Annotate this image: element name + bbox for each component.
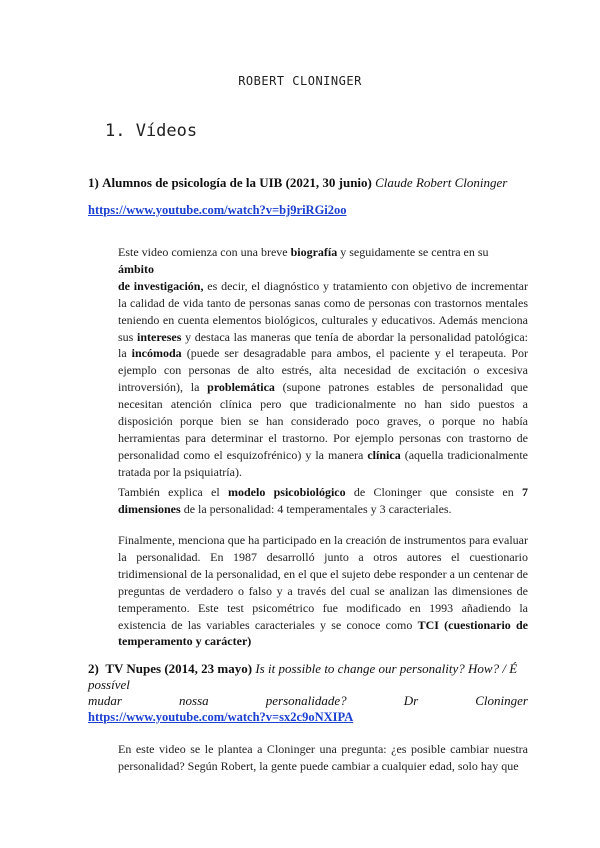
text: En este video se le plantea a Cloninger una pregunta: ¿es posible cambiar nuestra personalidad? Según Robert, la gente puede cambiar a cualquier edad, solo hay que [118, 742, 528, 773]
bold-text: intereses [136, 329, 182, 344]
text: y seguidamente se centra en su [337, 245, 489, 259]
bold-text: ámbito [118, 261, 154, 276]
text: mudar [88, 693, 122, 708]
text: (puede ser desagradable para ambos, el paciente y el terapeuta. Por ejemplo con personas de alto estrés, alta necesidad de excitación o excesiva introversión), la [118, 346, 528, 395]
video-1-subject: Claude Robert Cloninger [375, 175, 508, 190]
video-2-question: Is it possible to change our personality? How? / É possível [88, 661, 518, 692]
bold-text: de investigación, [118, 278, 204, 293]
bold-text: clínica [367, 447, 401, 462]
video-1-number: 1) [88, 175, 99, 190]
text: de la personalidad: 4 temperamentales y 3 caracteriales. [180, 501, 452, 516]
bold-text: problemática [207, 380, 275, 395]
text: Este video comienza con una breve [118, 245, 291, 259]
video-2-question-continued [88, 693, 528, 709]
video-2-number: 2) [88, 661, 99, 676]
bold-text: biografía [290, 245, 338, 259]
paragraph-3 [118, 532, 528, 650]
document-title: ROBERT CLONINGER [238, 74, 362, 88]
text: de Cloninger que consiste en [345, 485, 522, 499]
video-1-heading [88, 175, 528, 191]
video-1-link-row [88, 202, 528, 218]
text: es decir, el diagnóstico y tratamiento con objetivo de incrementar la calidad de vida tanto de personas sanas como de personas con trastornos mentales teniendo en cuenta elementos biológicos, culturales y educativos. Además menciona sus [118, 278, 529, 344]
text: (supone patrones estables de personalidad que necesitan atención clínica pero que tradicionalmente no han sido puestos a disposición porque bien se han considerado poco graves, o porque no había herramientas para determinar el trastorno. Por ejemplo personas con trastorno de personalidad como el esquizofrénico) y la manera [118, 380, 528, 462]
paragraph-1 [118, 244, 528, 481]
video-2-source: TV Nupes (2014, 23 mayo) [105, 661, 253, 676]
text: También explica el [118, 485, 228, 499]
bold-text: modelo psicobiológico [228, 485, 346, 499]
video-2-link[interactable]: https://www.youtube.com/watch?v=sx2c9oNXIPA [88, 710, 354, 724]
text: personalidade? [265, 693, 347, 708]
bold-text: 7 dimensiones [118, 485, 528, 516]
video-1-link[interactable]: https://www.youtube.com/watch?v=bj9riRGi2oo [88, 203, 347, 217]
paragraph-4 [118, 741, 528, 775]
text: Cloninger [475, 693, 528, 708]
section-heading: 1. Vídeos [105, 121, 198, 141]
text: Finalmente, menciona que ha participado en la creación de instrumentos para evaluar la personalidad. En 1987 desarrolló junto a otros autores el cuestionario tridimensional de la personalidad, en el que el sujeto debe responder a un centenar de preguntas de verdadero o falso y a través del cual se analizan las dimensiones de temperamento. Este test psicométrico fue modificado en 1993 añadiendo la existencia de las variables caracteriales y se conoce como [118, 533, 528, 632]
video-1-source: Alumnos de psicología de la UIB (2021, 30 junio) [102, 175, 372, 190]
bold-text: incómoda [131, 346, 182, 361]
video-2-heading [88, 661, 528, 725]
paragraph-2 [118, 484, 528, 518]
text: (aquella tradicionalmente tratada por la psiquiatría). [118, 447, 528, 479]
text: y destaca las maneras que tenía de abordar la personalidad patológica: la [118, 329, 528, 361]
text: Dr [403, 693, 419, 708]
bold-text: TCI (cuestionario de temperamento y carácter) [118, 617, 529, 649]
text: nossa [179, 693, 209, 708]
